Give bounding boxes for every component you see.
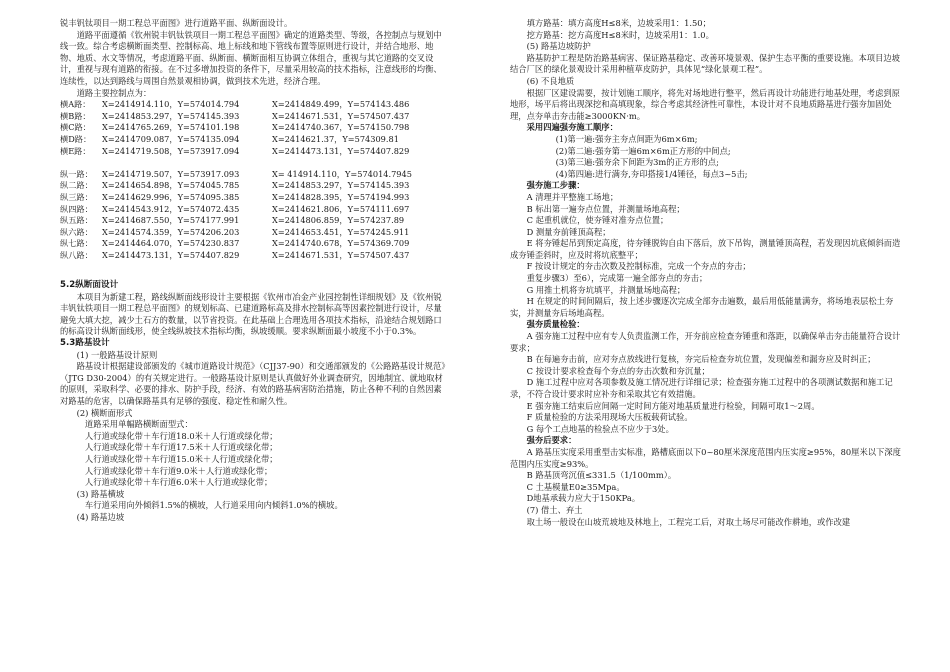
coord-row (60, 215, 412, 227)
subsection-7-paragraph: 取土场一般设在山坡荒坡地及林地上，工程完工后，对取土场尽可能改作耕地，或作改建 (526, 516, 851, 527)
coord-row (60, 192, 412, 204)
coord-value: X=2414629.996，Y=574095.385 (102, 191, 240, 202)
procedure-item: (4)第四遍:进行满夯,夯印搭接1/4锤径，每点3~5击; (555, 168, 748, 179)
cross-section-item: 人行道或绿化带＋车行道9.0米＋人行道或绿化带； (84, 465, 273, 476)
coord-row (60, 250, 412, 262)
road-name: 纵五路： (60, 215, 93, 226)
road-name: 横E路： (60, 145, 91, 156)
coord-value: X=2414687.550，Y=574177.991 (102, 215, 240, 226)
quality-item: E 强夯施工结束后应间隔一定时间方能对地基质量进行检验，间隔可取1～2周。 (526, 400, 820, 411)
subsection-2-intro: 道路采用单幅路横断面型式： (84, 419, 193, 430)
section-5-3-paragraph: 路基设计根据建设部颁发的《城市道路设计规范》（CJJ37-90）和交通部颁发的《公路路基设计规范》（JTG D30-2004）的有关规定进行。一般路基设计原则是认真做好外业调查研究，因地制宜、就地取材的原则，采取科学、必要的排水、防护手段，经济、有效的路基病害防治措施，防止各种不利的自然因素对路基的危害，以确保路基具有足够的强度、稳定性和耐久性。 (60, 361, 446, 406)
quality-item: C 按设计要求检查每个夯点的夯击次数和夯沉量； (526, 365, 710, 376)
coord-row (60, 180, 412, 192)
coord-value: X=2414654.898，Y=574045.785 (102, 180, 240, 191)
steps-title: 强夯施工步骤： (526, 180, 585, 191)
quality-item: B 在每遍夯击前，应对夯点放线进行复核，夯完后检查夯坑位置，发现偏差和漏夯应及时纠正； (526, 354, 876, 365)
procedure-list (510, 134, 906, 180)
coord-value: X=2414849.499，Y=574143.486 (272, 99, 410, 110)
cut-slope: 挖方路基：挖方高度H≤8米时，边坡采用1：1.0。 (526, 29, 714, 40)
steps-list (510, 192, 906, 320)
plan-paragraph: 道路平面遵循《钦州锐丰钒钛铁项目一期工程总平面图》确定的道路类型、等级，各控制点与规划中线一致。综合考虑横断面类型、控制标高、地上标线和地下管线布置等原则进行设计，并结合地形、地物、地质、水文等情况，考虑道路平面、纵断面、横断面相互协调立体组合，重视与其它道路的交叉设计，重视与现有道路的衔接。在不过多增加投资的条件下，尽量采用较高的技术指标，注意线形的均衡、连续性，以达到路线与周围自然景观相协调，做到技术先进，经济合理。 (60, 29, 442, 86)
subsection-6: (6) 不良地质 (526, 75, 575, 86)
coord-value: X=2414765.269，Y=574101.198 (102, 122, 240, 133)
step-item: 重复步骤3）至6），完成第一遍全部夯点的夯击； (526, 273, 708, 284)
subsection-5-paragraph: 路基防护工程是防治路基病害、保证路基稳定、改善环境景观、保护生态平衡的重要设施。本项目边坡结合厂区的绿化景观设计采用种植草皮防护，具体见“绿化景观工程”。 (510, 52, 900, 75)
procedure-item: (3)第三遍:强夯余下间距为3m的正方形的点; (555, 157, 719, 168)
cross-section-item: 人行道或绿化带＋车行道17.5米＋人行道或绿化带； (84, 442, 278, 453)
requirement-item: D地基承载力应大于150KPa。 (526, 493, 641, 504)
coord-value: X=2414828.395，Y=574194.993 (272, 191, 410, 202)
coord-value: X=2414709.087，Y=574135.094 (102, 133, 240, 144)
quality-item: D 施工过程中应对各项参数及施工情况进行详细记录；检查强夯施工过程中的各项测试数据和施工记录，不符合设计要求时应补夯和采取其它有效措施。 (510, 377, 893, 399)
road-name: 纵四路： (60, 203, 93, 214)
procedure-title: 采用四遍强夯施工顺序： (526, 122, 618, 133)
coord-row (60, 122, 409, 134)
quality-list (510, 331, 906, 435)
quality-item: A 强夯施工过程中应有专人负责监测工作，开夯前应检查夯锤重和落距，以确保单击夯击能量符合设计要求； (510, 331, 901, 353)
procedure-item: (2)第二遍:强夯第一遍6m×6m正方形的中间点; (555, 145, 731, 156)
subsection-6-paragraph: 根据厂区建设需要，按计划施工顺序，将先对场地进行整平，然后再设计功能进行地基处理，考虑到原地形，场平后将出现深挖和高填现象，综合考虑其经济性可靠性，本设计对不良地质路基进行强夯加固处理，点夯单击夯击能≥3000KN·m。 (510, 87, 900, 121)
requirements-title: 强夯后要求： (526, 435, 577, 446)
coord-value: X=2414671.531，Y=574507.437 (272, 110, 410, 121)
intro-tail: 锐丰钒钛项目一期工程总平面图》进行道路平面、纵断面设计。 (60, 18, 293, 28)
coord-value: X=2414621.806，Y=574111.697 (272, 203, 410, 214)
coord-value: X= 414914.110，Y=574014.7945 (272, 168, 412, 179)
requirement-item: C 土基模量E0≥35Mpa。 (526, 481, 625, 492)
road-name: 纵三路： (60, 191, 93, 202)
section-5-3-heading: 5.3路基设计 (60, 338, 110, 349)
section-5-2-paragraph: 本项目为新建工程，路线纵断面线形设计主要根据《钦州市冶金产业园控制性详细规划》及《钦州锐丰钒钛铁项目一期工程总平面图》的规划标高、已建道路标高及排水控制标高等因素控制进行设计，尽量避免大填大挖，减少土石方的数量，以节省投资。在此基础上合理选用各项技术指标，沿途结合规划路口的标高设计纵断面线形，使全线纵坡技术指标均衡，纵坡缓顺。要求纵断面最小坡度不小于0.3%。 (60, 291, 442, 337)
coord-value: X=2414574.359，Y=574206.203 (102, 226, 240, 237)
step-item: E 将夯锤起吊到预定高度，待夯锤脱钩自由下落后，放下吊钩，测量锤顶高程，若发现因坑底倾斜而造成夯锤歪斜时，应及时将坑底整平； (510, 238, 901, 260)
coord-value: X=2414719.508，Y=573917.094 (102, 145, 240, 156)
subsection-3: (3) 路基横坡 (76, 488, 125, 499)
coord-row (60, 204, 412, 216)
coord-value: X=2414740.367，Y=574150.798 (272, 122, 410, 133)
coord-row (60, 169, 412, 181)
step-item: H 在规定的时间间隔后，按上述步骤逐次完成全部夯击遍数，最后用低能量满夯，将场地表层松土夯实，并测量夯后场地高程。 (510, 296, 894, 318)
cross-section-item: 人行道或绿化带＋车行道15.0米＋人行道或绿化带； (84, 453, 278, 464)
coord-value: X=2414853.297，Y=574145.393 (272, 180, 410, 191)
procedure-item: (1)第一遍:强夯主夯点间距为6m×6m; (555, 133, 698, 144)
coord-row (60, 99, 409, 111)
step-item: A 清理并平整施工场地； (526, 191, 619, 202)
road-name: 纵八路： (60, 249, 93, 260)
cross-section-item: 人行道或绿化带＋车行道6.0米＋人行道或绿化带； (84, 477, 273, 488)
coord-value: X=2414806.859，Y=574237.89 (272, 215, 405, 226)
quality-item: G 每个工点地基的检验点不应少于3处。 (526, 423, 674, 434)
left-column (60, 18, 447, 524)
coord-value: X=2414621.37，Y=574309.81 (272, 133, 399, 144)
step-item: G 用推土机将夯坑填平，并测量场地高程； (526, 284, 686, 295)
coord-title: 道路主要控制点为： (76, 87, 152, 98)
horizontal-roads-table (60, 99, 409, 157)
road-name: 横D路： (60, 133, 92, 144)
coord-value: X=2414653.451，Y=574245.911 (272, 226, 410, 237)
right-column (510, 18, 906, 528)
coord-row (60, 134, 409, 146)
section-5-2-heading: 5.2纵断面设计 (60, 280, 119, 291)
subsection-2: (2) 横断面形式 (76, 407, 133, 418)
coord-row (60, 227, 412, 239)
subsection-4: (4) 路基边坡 (76, 511, 125, 522)
cross-section-list (60, 431, 447, 489)
quality-title: 强夯质量检验： (526, 319, 585, 330)
step-item: D 测量夯前锤顶高程； (526, 226, 611, 237)
coord-value: X=2414473.131，Y=574407.829 (272, 145, 410, 156)
coord-value: X=2414464.070，Y=574230.837 (102, 238, 240, 249)
coord-value: X=2414853.297，Y=574145.393 (102, 110, 240, 121)
coord-value: X=2414473.131，Y=574407.829 (102, 249, 240, 260)
step-item: F 按设计规定的夯击次数及控制标准，完成一个夯点的夯击； (526, 261, 751, 272)
coord-value: X=2414719.507，Y=573917.093 (102, 168, 240, 179)
quality-item: F 质量检验的方法采用现场大压板载荷试验。 (526, 412, 693, 423)
vertical-roads-table (60, 169, 412, 262)
coord-row (60, 146, 409, 158)
coord-value: X=2414740.678，Y=574369.709 (272, 238, 410, 249)
requirement-item: A 路基压实度采用重型击实标准，路槽底面以下0~80厘米深度范围内压实度≥95%，80厘米以下深度范围内压实度≥93%。 (510, 446, 901, 469)
subsection-3-text: 车行道采用向外倾斜1.5%的横坡，人行道采用向内倾斜1.0%的横坡。 (84, 500, 343, 511)
subsection-5: (5) 路基边坡防护 (526, 41, 591, 52)
coord-value: X=2414671.531，Y=574507.437 (272, 249, 410, 260)
coord-value: X=2414914.110，Y=574014.794 (102, 99, 240, 110)
step-item: C 起重机就位，使夯锤对准夯点位置； (526, 215, 669, 226)
coord-value: X=2414543.912，Y=574072.435 (102, 203, 240, 214)
requirement-item: B 路基顶弯沉值≤331.5（1/100mm）。 (526, 470, 677, 481)
road-name: 纵一路： (60, 168, 93, 179)
coord-row (60, 111, 409, 123)
coord-row (60, 238, 412, 250)
road-name: 纵七路： (60, 238, 93, 249)
fill-slope: 填方路基：填方高度H≤8米，边坡采用1：1.50； (526, 18, 711, 28)
step-item: B 标出第一遍夯点位置，并测量场地高程； (526, 203, 685, 214)
subsection-1: (1) 一般路基设计原则 (76, 349, 158, 360)
requirements-list (510, 447, 906, 505)
cross-section-item: 人行道或绿化带＋车行道18.0米＋人行道或绿化带； (84, 430, 278, 441)
road-name: 横C路： (60, 122, 91, 133)
subsection-7: (7) 借土、弃土 (526, 504, 583, 515)
road-name: 纵二路： (60, 180, 93, 191)
road-name: 横A路： (60, 99, 91, 110)
road-name: 横B路： (60, 110, 91, 121)
road-name: 纵六路： (60, 226, 93, 237)
